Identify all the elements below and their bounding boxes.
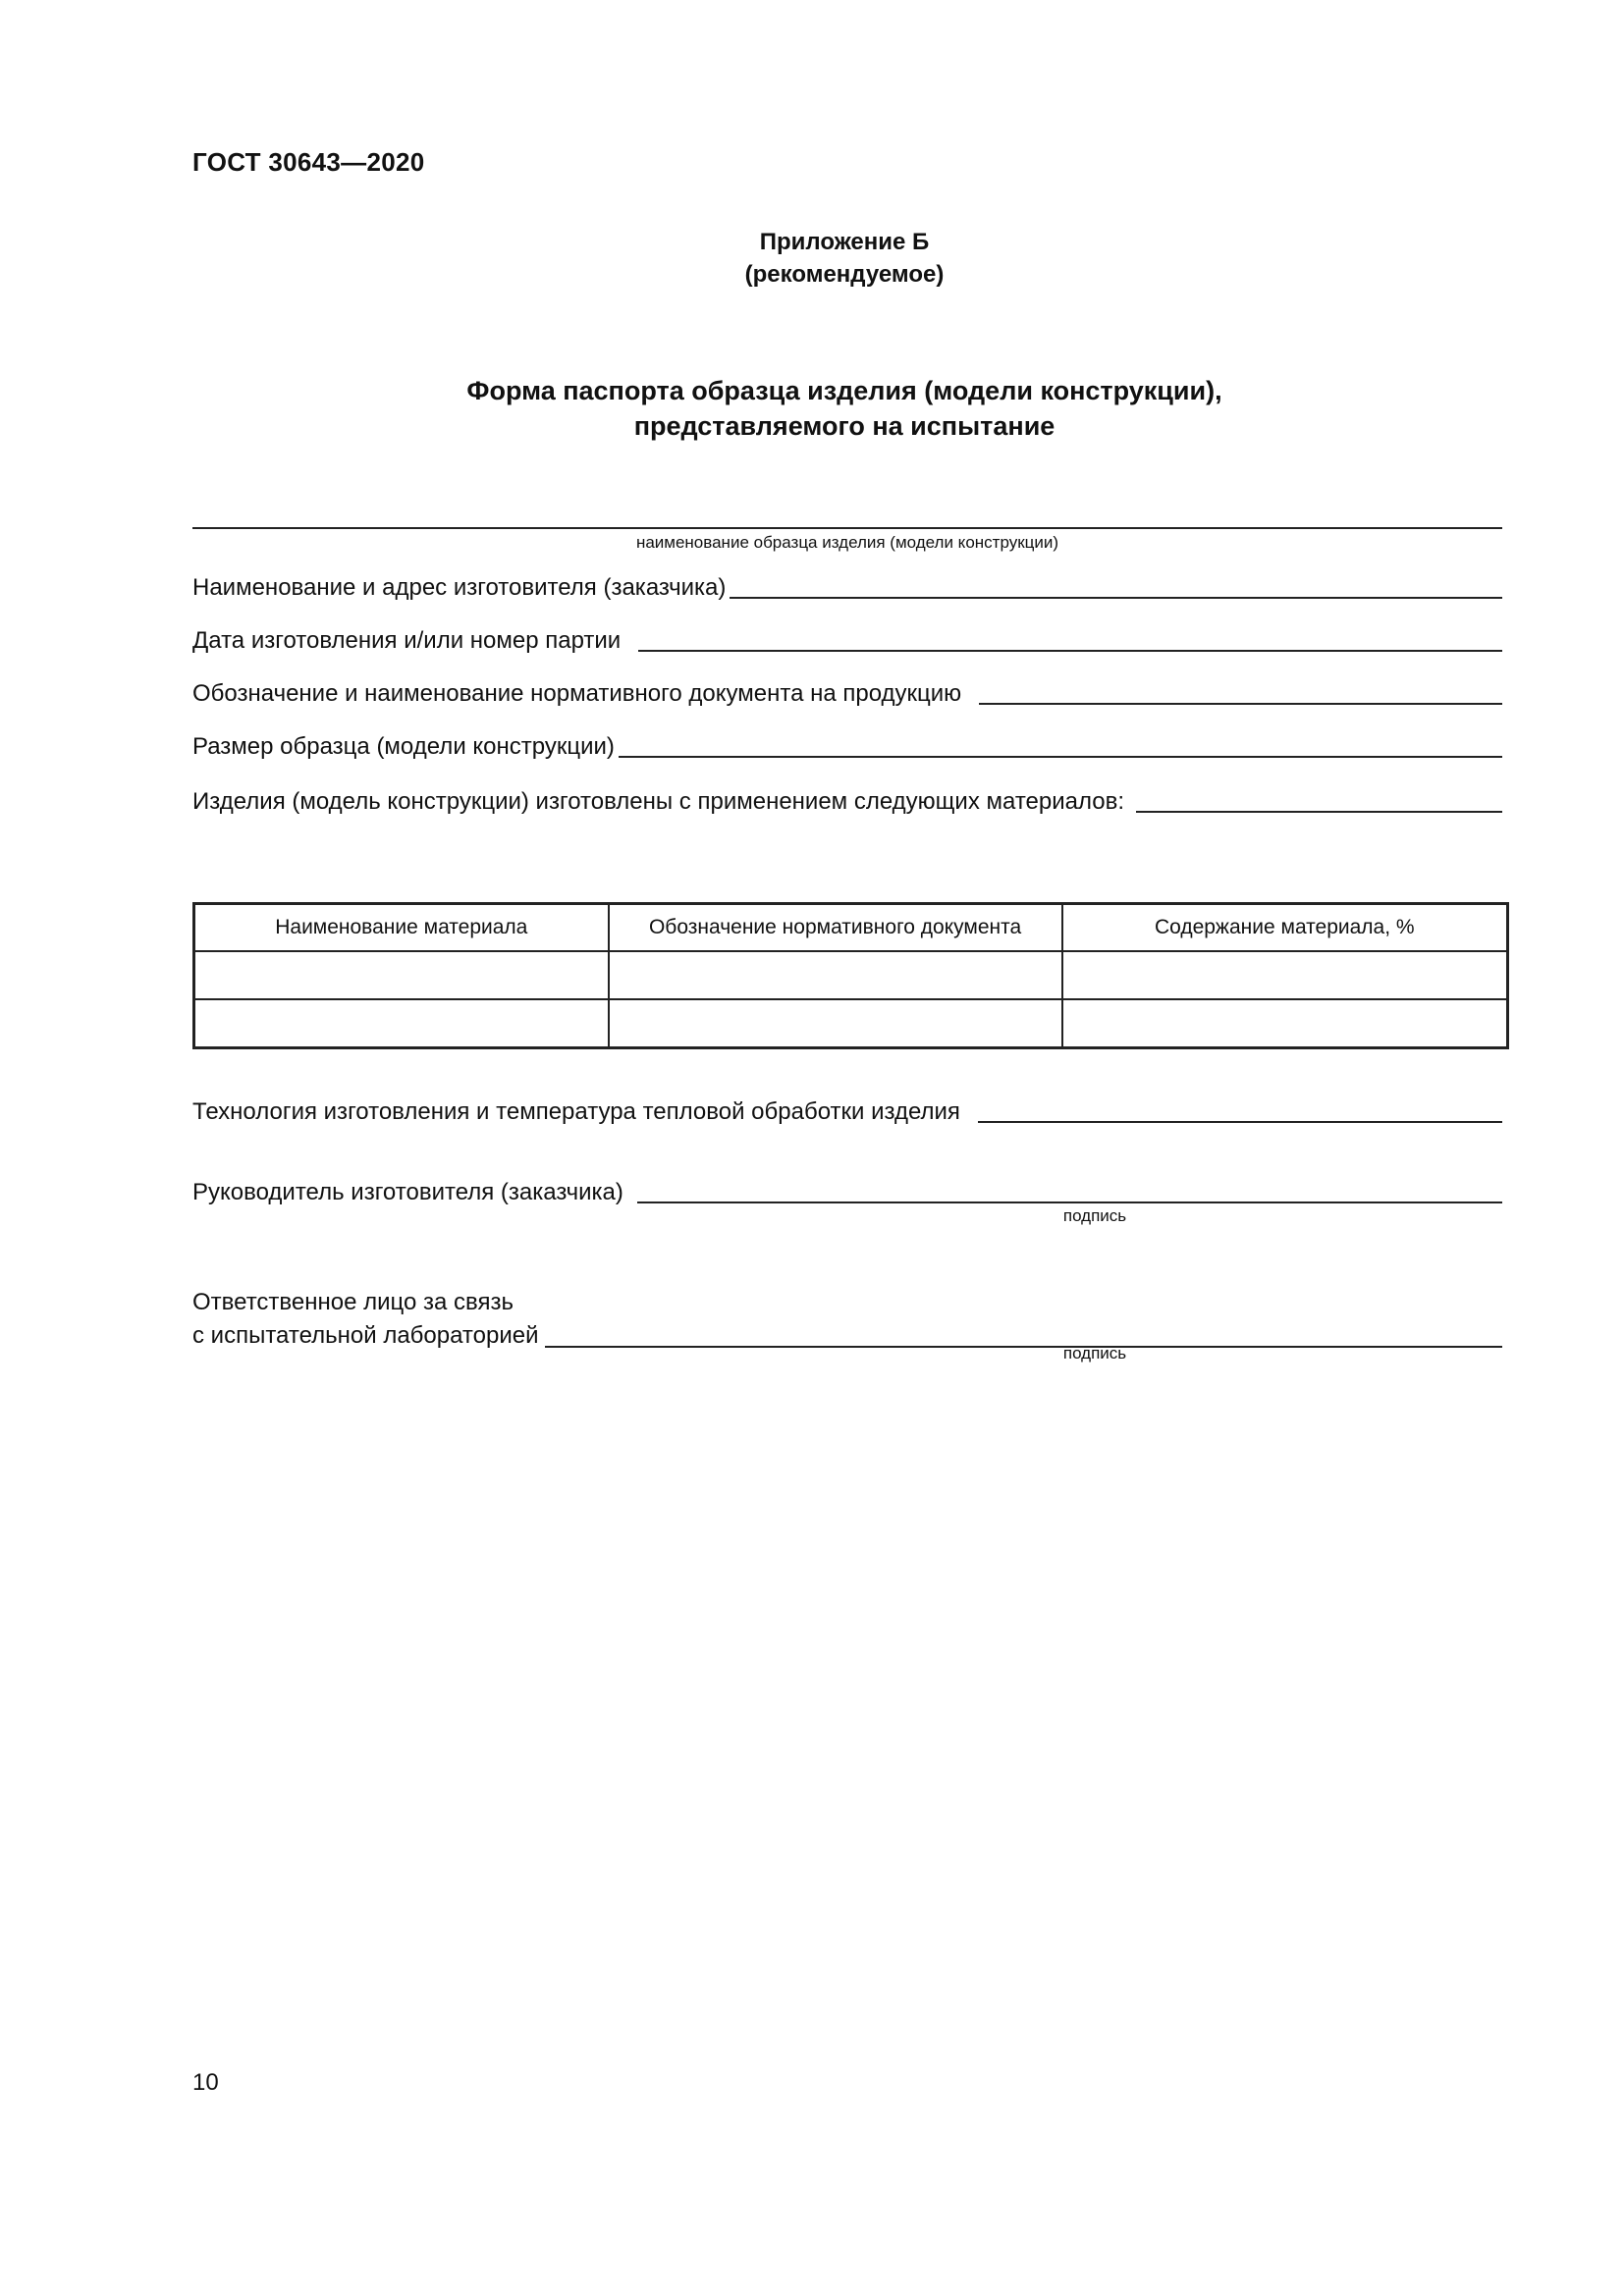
product-name-caption: наименование образца изделия (модели конструкции) bbox=[635, 533, 1059, 552]
table-cell[interactable] bbox=[609, 999, 1062, 1048]
responsible-label-line-2: с испытательной лабораторией bbox=[192, 1322, 539, 1349]
table-row bbox=[194, 999, 1508, 1048]
form-title bbox=[0, 373, 1624, 444]
field-normative-document bbox=[192, 679, 1502, 709]
responsible-row bbox=[192, 1319, 1502, 1353]
appendix-status: (рекомендуемое) bbox=[744, 261, 945, 288]
header-material-content: Содержание материала, % bbox=[1062, 904, 1508, 952]
field-technology-label: Технология изготовления и температура тепловой обработки изделия bbox=[192, 1098, 960, 1125]
field-manufacture-date-line[interactable] bbox=[638, 626, 1502, 652]
field-manufacture-date bbox=[192, 626, 1502, 656]
table-cell[interactable] bbox=[1062, 951, 1508, 999]
field-sample-size-label: Размер образца (модели конструкции) bbox=[192, 733, 615, 760]
responsible-signature-line[interactable] bbox=[545, 1322, 1502, 1348]
page-number: 10 bbox=[192, 2069, 219, 2096]
table-header-row bbox=[194, 904, 1508, 952]
materials-table bbox=[192, 902, 1509, 1049]
responsible-signature-caption: подпись bbox=[1062, 1344, 1127, 1362]
field-normative-document-line[interactable] bbox=[979, 679, 1502, 705]
field-technology-line[interactable] bbox=[978, 1097, 1502, 1123]
field-materials-line[interactable] bbox=[1136, 787, 1502, 813]
field-materials bbox=[192, 787, 1502, 817]
table-cell[interactable] bbox=[1062, 999, 1508, 1048]
field-manufacturer-line[interactable] bbox=[730, 573, 1502, 599]
manager-signature-line[interactable] bbox=[637, 1178, 1502, 1203]
field-normative-document-label: Обозначение и наименование нормативного документа на продукцию bbox=[192, 680, 962, 707]
field-sample-size-line[interactable] bbox=[619, 732, 1502, 758]
standard-designation: ГОСТ 30643—2020 bbox=[192, 147, 425, 177]
field-manager bbox=[192, 1178, 1502, 1207]
field-responsible bbox=[192, 1286, 1502, 1353]
table-cell[interactable] bbox=[194, 999, 609, 1048]
field-sample-size bbox=[192, 732, 1502, 762]
table-row bbox=[194, 951, 1508, 999]
appendix-heading bbox=[0, 226, 1624, 291]
appendix-title: Приложение Б bbox=[759, 229, 930, 255]
responsible-label-line-1: Ответственное лицо за связь bbox=[192, 1289, 514, 1315]
table-cell[interactable] bbox=[194, 951, 609, 999]
table-cell[interactable] bbox=[609, 951, 1062, 999]
field-technology bbox=[192, 1097, 1502, 1127]
manager-signature-caption: подпись bbox=[1062, 1206, 1127, 1225]
header-normative-document: Обозначение нормативного документа bbox=[609, 904, 1062, 952]
field-manufacturer bbox=[192, 573, 1502, 603]
header-material-name: Наименование материала bbox=[194, 904, 609, 952]
field-manufacture-date-label: Дата изготовления и/или номер партии bbox=[192, 627, 622, 654]
form-title-line-2: представляемого на испытание bbox=[633, 411, 1056, 441]
product-name-line bbox=[192, 527, 1502, 529]
field-manager-label: Руководитель изготовителя (заказчика) bbox=[192, 1179, 623, 1205]
field-manufacturer-label: Наименование и адрес изготовителя (заказчика) bbox=[192, 574, 727, 601]
form-title-line-1: Форма паспорта образца изделия (модели конструкции), bbox=[466, 376, 1222, 405]
field-materials-label: Изделия (модель конструкции) изготовлены с применением следующих материалов: bbox=[192, 788, 1125, 815]
